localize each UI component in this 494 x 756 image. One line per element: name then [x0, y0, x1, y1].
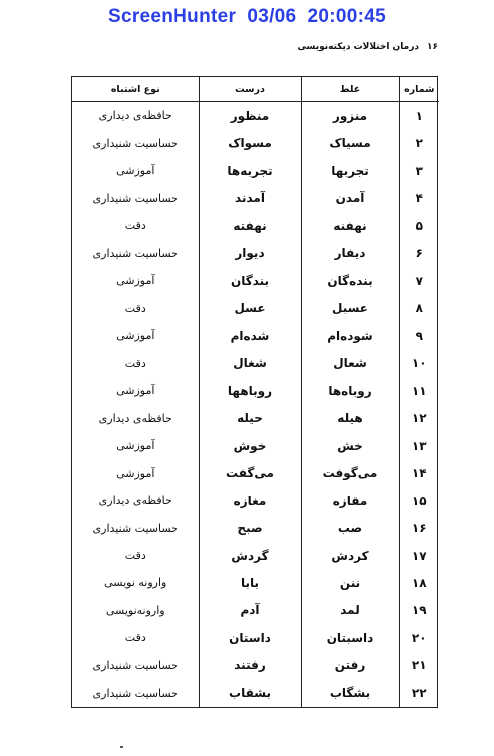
row-correct: شده‌ام — [199, 322, 301, 349]
table-row — [72, 267, 439, 294]
table-row — [72, 349, 439, 376]
row-error-type: آموزشی — [116, 164, 155, 178]
row-correct: عسل — [199, 294, 301, 321]
row-error-type: حساسیت شنیداری — [92, 521, 178, 535]
row-number: ۱۶ — [399, 514, 439, 541]
row-correct: روباهها — [199, 377, 301, 404]
row-number: ۳ — [399, 157, 439, 184]
row-wrong: رفتن — [301, 652, 399, 679]
dictation-errors-table — [72, 77, 439, 707]
table-row — [72, 569, 439, 596]
table-row — [72, 157, 439, 184]
row-error-type: حساسیت شنیداری — [92, 136, 178, 150]
table-row — [72, 212, 439, 239]
row-number: ۱۸ — [399, 569, 439, 596]
row-number: ۱۵ — [399, 487, 439, 514]
row-wrong: عسبل — [301, 294, 399, 321]
row-wrong: نهفنه — [301, 212, 399, 239]
row-error-type: وارونه‌نویسی — [105, 603, 165, 617]
header-correct: درست — [199, 77, 301, 102]
row-number: ۱۳ — [399, 432, 439, 459]
row-wrong: شوده‌ام — [301, 322, 399, 349]
row-number: ۱۹ — [399, 597, 439, 624]
row-correct: حیله — [199, 404, 301, 431]
row-error-type: دقت — [124, 356, 146, 370]
table-row — [72, 377, 439, 404]
row-correct: منظور — [199, 102, 301, 130]
row-number: ۲۲ — [399, 679, 439, 707]
row-error-type: حافظه‌ی دیداری — [98, 411, 172, 425]
row-correct: رفتند — [199, 652, 301, 679]
row-number: ۱۱ — [399, 377, 439, 404]
page-header — [297, 42, 438, 52]
row-number: ۲۰ — [399, 624, 439, 651]
row-wrong: خش — [301, 432, 399, 459]
row-error-type: وارونه نویسی — [104, 576, 167, 590]
row-number: ۵ — [399, 212, 439, 239]
table-row — [72, 624, 439, 651]
table-row — [72, 432, 439, 459]
table-row — [72, 514, 439, 541]
row-error-type: دقت — [124, 631, 146, 645]
row-correct: گردش — [199, 542, 301, 569]
header-num: شماره — [399, 77, 439, 102]
table-row — [72, 130, 439, 157]
row-correct: بابا — [199, 569, 301, 596]
row-correct: صبح — [199, 514, 301, 541]
row-wrong: بنده‌گان — [301, 267, 399, 294]
table-row — [72, 679, 439, 707]
table-row — [72, 239, 439, 266]
row-wrong: شعال — [301, 349, 399, 376]
row-number: ۴ — [399, 184, 439, 211]
row-correct: بشقاب — [199, 679, 301, 707]
row-wrong: مسیاک — [301, 130, 399, 157]
row-error-type: دقت — [124, 549, 146, 562]
row-wrong: روباه‌ها — [301, 377, 399, 404]
row-correct: خوش — [199, 432, 301, 459]
scan-speck — [120, 746, 123, 748]
row-error-type: آموزشی — [116, 439, 155, 453]
row-error-type: آموزشی — [116, 329, 155, 343]
row-wrong: دیفار — [301, 239, 399, 266]
row-error-type: دقت — [124, 301, 146, 315]
table-row — [72, 652, 439, 679]
row-number: ۲ — [399, 130, 439, 157]
row-wrong: منزور — [301, 102, 399, 130]
header-wrong: غلط — [301, 77, 399, 102]
row-correct: مسواک — [199, 130, 301, 157]
row-wrong: مقازه — [301, 487, 399, 514]
table-row — [72, 404, 439, 431]
row-wrong: ننن — [301, 569, 399, 596]
row-wrong: داسبتان — [301, 624, 399, 651]
row-number: ۸ — [399, 294, 439, 321]
dictation-errors-table-frame — [71, 76, 438, 708]
row-wrong: آمدن — [301, 184, 399, 211]
row-number: ۱۲ — [399, 404, 439, 431]
row-correct: آمدند — [199, 184, 301, 211]
row-wrong: می‌گوفت — [301, 459, 399, 486]
page-title: درمان اختلالات دیکته‌نویسی — [297, 42, 419, 52]
row-error-type: آموزشی — [116, 274, 155, 288]
row-correct: آدم — [199, 597, 301, 624]
table-row — [72, 184, 439, 211]
row-wrong: لمد — [301, 597, 399, 624]
table-row — [72, 487, 439, 514]
row-number: ۲۱ — [399, 652, 439, 679]
row-error-type: حساسیت شنیداری — [92, 191, 178, 205]
row-number: ۷ — [399, 267, 439, 294]
screenhunter-watermark: ScreenHunter 03/06 20:00:45 — [107, 6, 386, 27]
row-error-type: دقت — [124, 219, 146, 233]
row-wrong: هیله — [301, 404, 399, 431]
row-error-type: آموزشی — [116, 384, 155, 398]
row-correct: تجربه‌ها — [199, 157, 301, 184]
row-error-type: حساسیت شنیداری — [92, 246, 178, 260]
row-correct: دیوار — [199, 239, 301, 266]
table-row — [72, 102, 439, 130]
row-number: ۱۰ — [399, 349, 439, 376]
row-correct: نهفته — [199, 212, 301, 239]
row-correct: شغال — [199, 349, 301, 376]
table-row — [72, 597, 439, 624]
table-row — [72, 294, 439, 321]
table-row — [72, 542, 439, 569]
row-wrong: کردش — [301, 542, 399, 569]
page-number: ۱۶ — [427, 42, 438, 52]
table-header-row — [72, 77, 439, 102]
table-row — [72, 459, 439, 486]
row-number: ۱۷ — [399, 542, 439, 569]
row-number: ۹ — [399, 322, 439, 349]
row-error-type: حافظه‌ی دیداری — [98, 109, 172, 123]
row-wrong: تجربها — [301, 157, 399, 184]
row-number: ۱ — [399, 102, 439, 130]
row-correct: داستان — [199, 624, 301, 651]
header-error-type: نوع اشتباه — [72, 77, 199, 102]
table-row — [72, 322, 439, 349]
row-error-type: آموزشی — [116, 466, 155, 480]
row-wrong: صب — [301, 514, 399, 541]
row-number: ۱۴ — [399, 459, 439, 486]
row-correct: مغازه — [199, 487, 301, 514]
row-number: ۶ — [399, 239, 439, 266]
row-wrong: بشگاب — [301, 679, 399, 707]
row-error-type: حساسیت شنیداری — [92, 686, 178, 700]
row-error-type: حساسیت شنیداری — [92, 658, 178, 672]
row-error-type: حافظه‌ی دیداری — [98, 494, 172, 508]
row-correct: می‌گفت — [199, 459, 301, 486]
row-correct: بندگان — [199, 267, 301, 294]
